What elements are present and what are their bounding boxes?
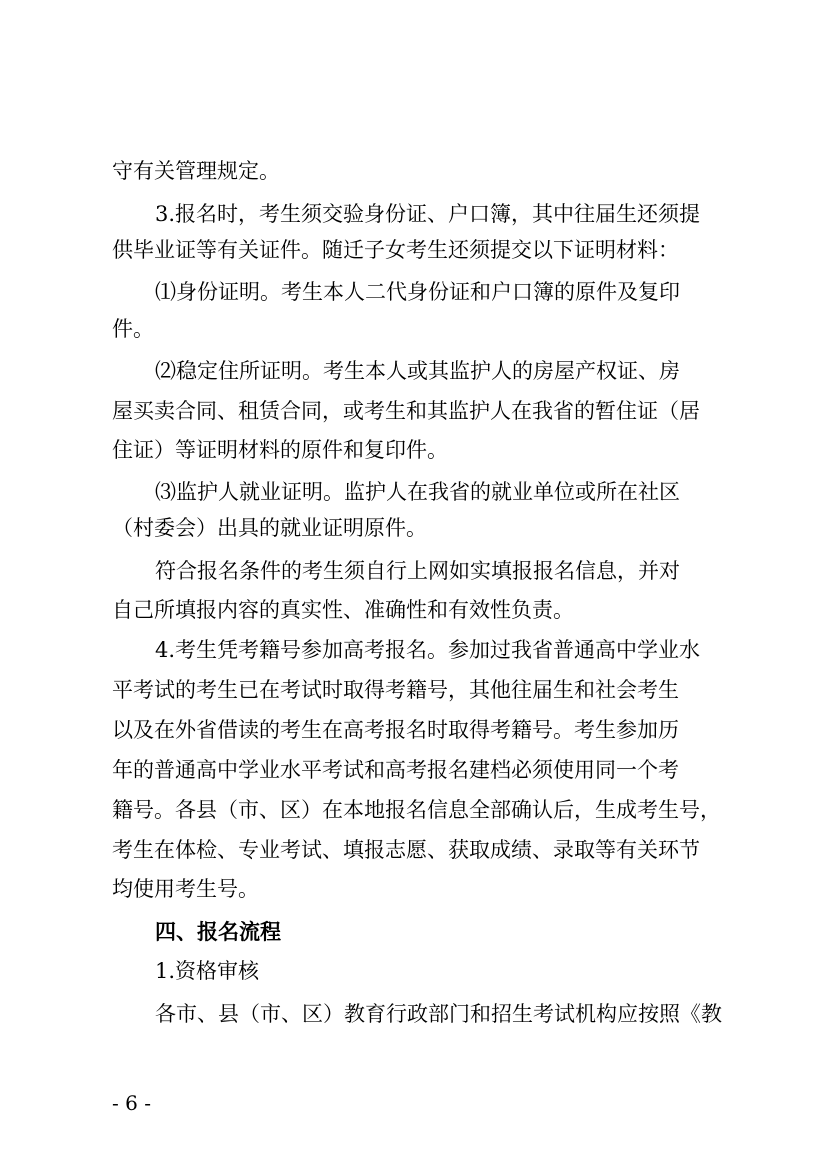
text-line: 以及在外省借读的考生在高考报名时取得考籍号。考生参加历 [112, 718, 679, 742]
text-line: 3.报名时，考生须交验身份证、户口簿，其中往届生还须提 [155, 202, 701, 226]
text-line: 考生在体检、专业考试、填报志愿、获取成绩、录取等有关环节 [112, 838, 700, 862]
text-line: 均使用考生号。 [112, 877, 259, 901]
page-number: - 6 - [112, 1091, 151, 1115]
text-line: 守有关管理规定。 [112, 159, 280, 183]
text-line: 符合报名条件的考生须自行上网如实填报报名信息，并对 [155, 559, 680, 583]
text-line: ⑵稳定住所证明。考生本人或其监护人的房屋产权证、房 [155, 359, 680, 383]
text-line: ⑶监护人就业证明。监护人在我省的就业单位或所在社区 [155, 480, 680, 504]
text-line: 住证）等证明材料的原件和复印件。 [112, 438, 448, 462]
text-line: 屋买卖合同、租赁合同，或考生和其监护人在我省的暂住证（居 [112, 399, 700, 423]
text-line: 供毕业证等有关证件。随迁子女考生还须提交以下证明材料： [112, 238, 679, 262]
text-line: （村委会）出具的就业证明原件。 [112, 516, 427, 540]
text-line: 4.考生凭考籍号参加高考报名。参加过我省普通高中学业水 [155, 638, 701, 662]
text-line: 自己所填报内容的真实性、准确性和有效性负责。 [112, 598, 574, 622]
text-line: 平考试的考生已在考试时取得考籍号，其他往届生和社会考生 [112, 678, 679, 702]
section-heading: 四、报名流程 [155, 919, 281, 944]
text-line: 各市、县（市、区）教育行政部门和招生考试机构应按照《教 [155, 1002, 722, 1026]
text-line: 籍号。各县（市、区）在本地报名信息全部确认后，生成考生号， [112, 798, 721, 822]
subsection-heading: 1.资格审核 [155, 959, 260, 983]
text-line: 件。 [112, 317, 154, 341]
text-line: 年的普通高中学业水平考试和高考报名建档必须使用同一个考 [112, 758, 679, 782]
text-line: ⑴身份证明。考生本人二代身份证和户口簿的原件及复印 [155, 280, 680, 304]
